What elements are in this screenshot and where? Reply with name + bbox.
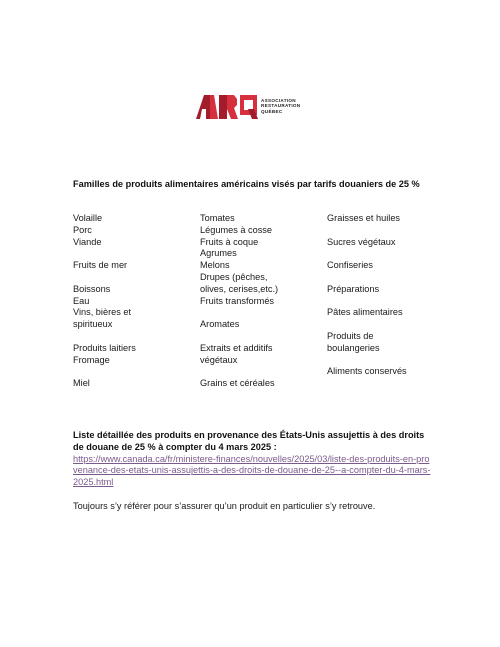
list-item: Sucres végétaux: [327, 236, 396, 247]
page-heading: Familles de produits alimentaires américains visés par tarifs douaniers de 25 %: [73, 179, 420, 189]
detailed-list-title: Liste détaillée des produits en provenance des États-Unis assujettis à des droits de douane de 25 % à compter du 4 mars 2025 :: [73, 430, 425, 452]
detailed-list-section: [73, 430, 433, 489]
list-item: végétaux: [200, 354, 238, 365]
list-item: Boissons: [73, 283, 111, 294]
spacer: [73, 331, 193, 343]
spacer: [327, 296, 447, 308]
list-item: Aromates: [200, 319, 240, 330]
list-item: Vins, bières et: [73, 307, 132, 318]
list-item: Fruits transformés: [200, 295, 275, 306]
arq-logo-mark: [196, 95, 258, 119]
logo-text: [261, 98, 300, 114]
spacer: [200, 331, 320, 343]
list-item: Confiseries: [327, 260, 373, 271]
canada-ca-link[interactable]: https://www.canada.ca/fr/ministere-finances/nouvelles/2025/03/liste-des-produits-en-provenance-des-etats-unis-assujettis-a-des-droits-de-douane-de-25--a-compter-du-4-mars-2025.html: [73, 453, 431, 488]
list-item: Pâtes alimentaires: [327, 307, 403, 318]
list-item: Aliments conservés: [327, 366, 407, 377]
list-item: Préparations: [327, 283, 380, 294]
list-item: Agrumes: [200, 248, 237, 259]
list-item: Porc: [73, 224, 92, 235]
spacer: [73, 366, 193, 378]
spacer: [327, 319, 447, 331]
list-item: Volaille: [73, 213, 103, 223]
list-item: Viande: [73, 236, 102, 247]
logo-line: QUÉBEC: [261, 108, 283, 114]
logo-line: ASSOCIATION: [261, 98, 296, 103]
list-item: Eau: [73, 295, 90, 306]
list-item: Melons: [200, 260, 230, 271]
spacer: [327, 248, 447, 260]
list-item: spiritueux: [73, 319, 113, 330]
spacer: [200, 366, 320, 378]
logo-line: RESTAURATION: [261, 103, 301, 109]
list-item: Grains et céréales: [200, 378, 275, 389]
column-2: [200, 213, 320, 390]
list-item: Drupes (pêches,: [200, 271, 268, 282]
spacer: [73, 272, 193, 284]
column-1: [73, 213, 193, 390]
spacer: [327, 272, 447, 284]
list-item: boulangeries: [327, 342, 380, 353]
list-item: Extraits et additifs: [200, 342, 273, 353]
list-item: Produits laitiers: [73, 342, 136, 353]
column-3: [327, 213, 447, 378]
list-item: Légumes à cosse: [200, 224, 273, 235]
spacer: [327, 355, 447, 367]
list-item: Miel: [73, 378, 90, 389]
list-item: Fruits de mer: [73, 260, 128, 271]
list-item: olives, cerises,etc.): [200, 283, 279, 294]
reference-note: Toujours s’y référer pour s’assurer qu’un produit en particulier s’y retrouve.: [73, 501, 376, 511]
spacer: [73, 248, 193, 260]
list-item: Tomates: [200, 213, 235, 223]
spacer: [327, 225, 447, 237]
list-item: Graisses et huiles: [327, 213, 401, 223]
list-item: Fruits à coque: [200, 236, 259, 247]
list-item: Fromage: [73, 354, 110, 365]
arq-logo: [196, 95, 326, 119]
spacer: [200, 307, 320, 319]
list-item: Produits de: [327, 330, 374, 341]
